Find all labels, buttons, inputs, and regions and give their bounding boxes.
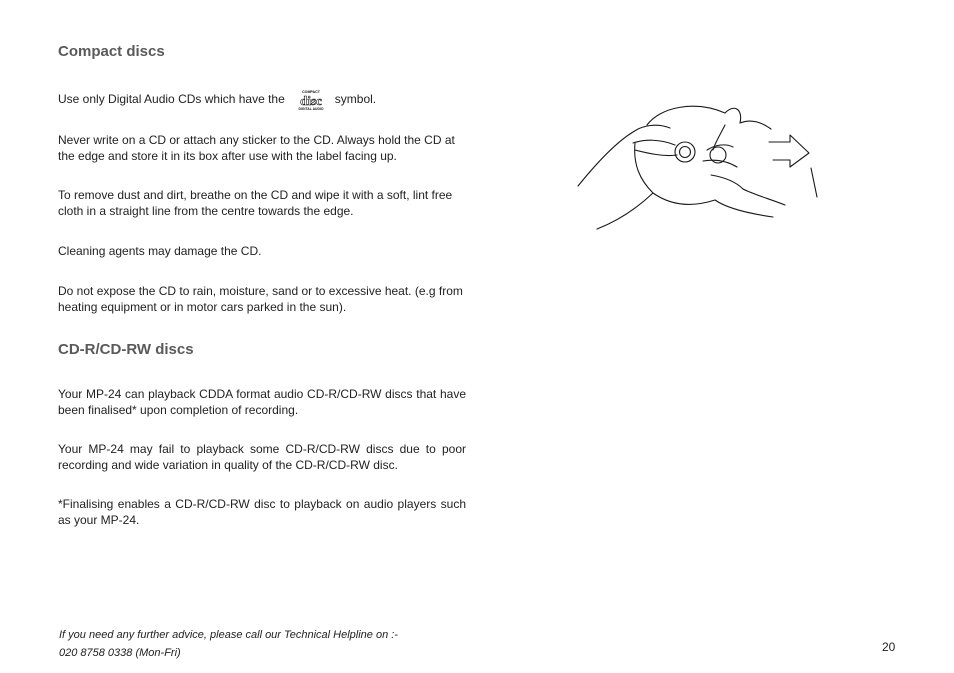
footer-helpline-text: If you need any further advice, please call our Technical Helpline on :- [59,629,398,641]
logo-top-text: COMPACT [301,90,320,94]
cloth-top [725,108,771,129]
arrow-tail [811,168,817,197]
right-finger-2 [703,160,737,167]
footer-phone-number: 020 8758 0338 (Mon-Fri) [59,647,181,659]
section-heading-cdr-cdrw: CD-R/CD-RW discs [58,341,194,358]
cd-cleaning-illustration [575,95,825,235]
direction-arrow-icon [769,135,809,167]
disc-outline-bottom [653,193,715,204]
paragraph-cleaning-cd: To remove dust and dirt, breathe on the CD and wipe it with a soft, lint free cloth in a straight line from the centre towards the edge. [58,188,453,218]
paragraph-text-before-logo: Use only Digital Audio CDs which have the [58,92,285,107]
cloth-fold [713,125,725,150]
section-heading-compact-discs: Compact discs [58,43,165,60]
paragraph-cdda-playback: Your MP-24 can playback CDDA format audio CD-R/CD-RW discs that have been finalised* upon completion of recording. [58,387,466,417]
right-finger-3 [711,175,743,189]
logo-main-text: disc [299,93,322,108]
disc-center-hole [680,147,691,158]
page-number: 20 [882,640,896,654]
paragraph-exposure-warning: Do not expose the CD to rain, moisture, sand or to excessive heat. (e.g from heating equipment or in motor cars parked in the sun). [58,284,463,314]
paragraph-playback-failure: Your MP-24 may fail to playback some CD-R/CD-RW discs due to poor recording and wide variation in quality of the CD-R/CD-RW disc. [58,442,466,472]
left-thumb-lower [635,150,677,156]
left-wrist [597,193,653,229]
right-wrist [715,200,773,217]
paragraph-digital-audio-symbol [58,89,466,111]
left-thumb-upper [633,140,675,145]
right-palm [743,189,785,205]
compact-disc-logo-icon [293,89,329,111]
paragraph-handling-cd: Never write on a CD or attach any sticker to the CD. Always hold the CD at the edge and store it in its box after use with the label facing up. [58,133,455,163]
logo-bottom-text: DIGITAL AUDIO [298,107,324,111]
paragraph-finalising-note: *Finalising enables a CD-R/CD-RW disc to playback on audio players such as your MP-24. [58,497,466,527]
paragraph-cleaning-agents: Cleaning agents may damage the CD. [58,244,262,258]
disc-center-ring [675,142,695,162]
left-hand-outline [578,125,670,186]
paragraph-text-after-logo: symbol. [334,92,377,107]
disc-outline-top [647,106,725,125]
